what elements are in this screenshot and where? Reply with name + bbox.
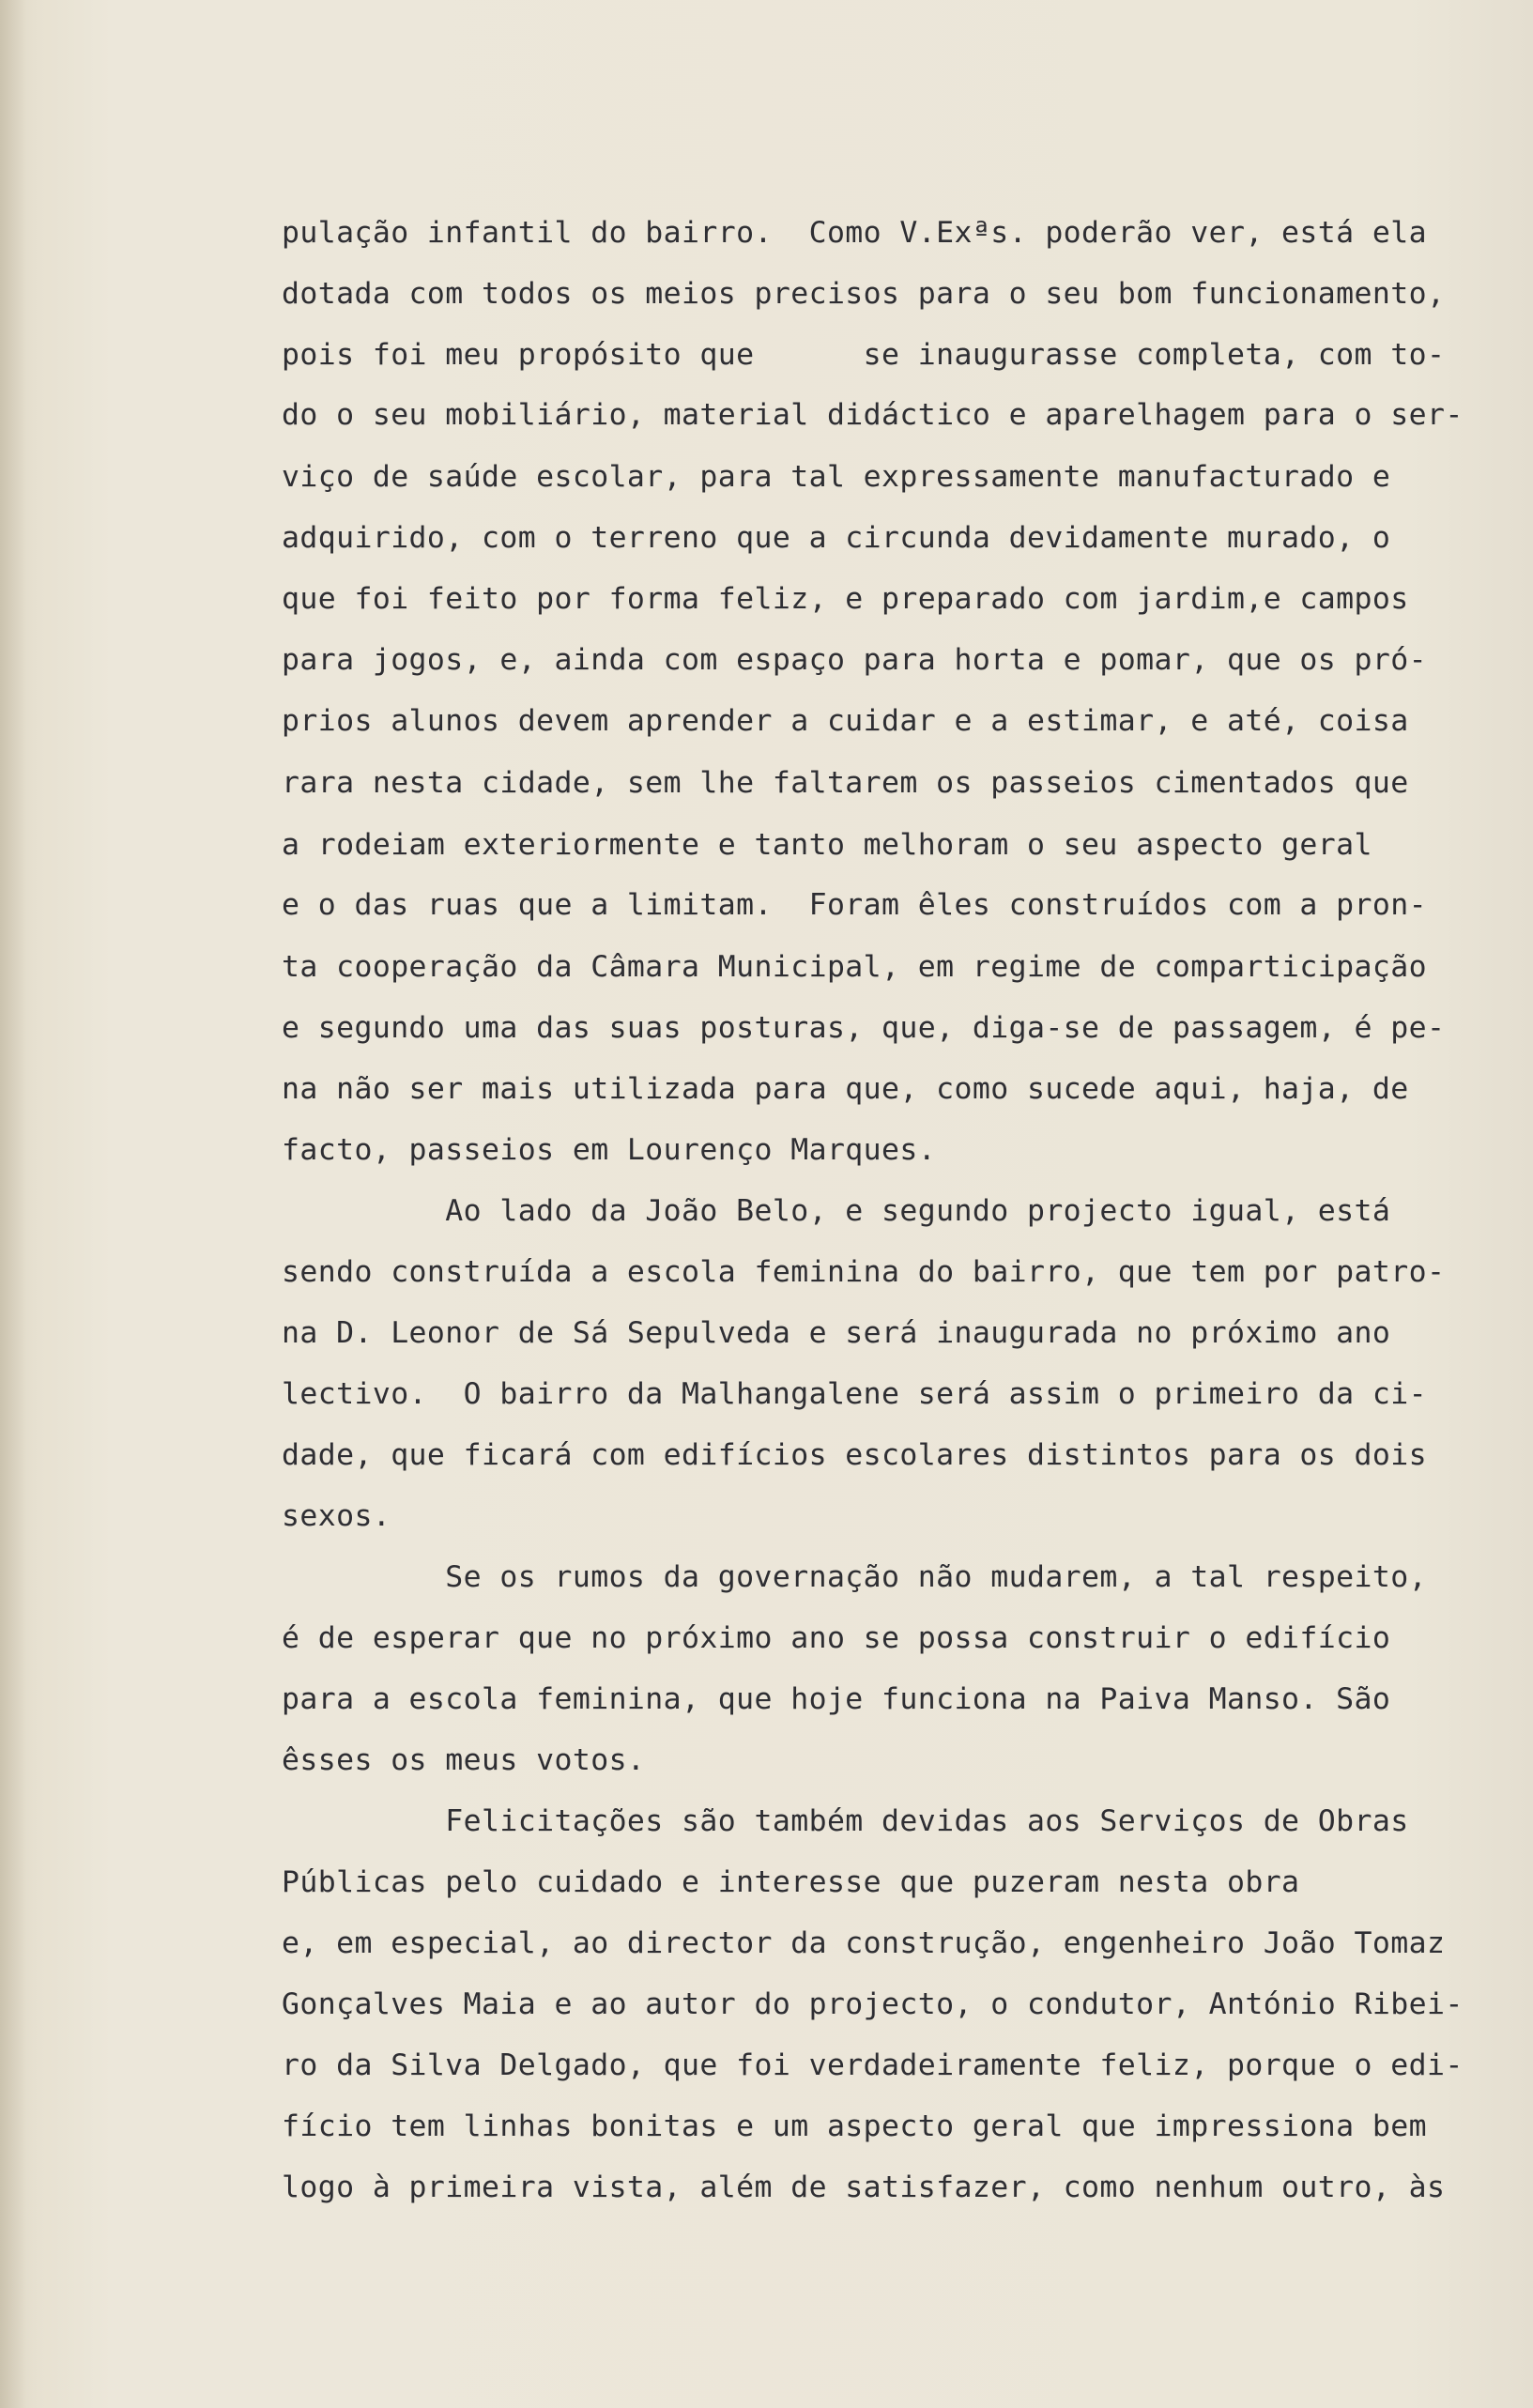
text-line: rara nesta cidade, sem lhe faltarem os passeios cimentados que: [282, 766, 1409, 800]
text-line: na D. Leonor de Sá Sepulveda e será inaugurada no próximo ano: [282, 1316, 1391, 1350]
text-line: pulação infantil do bairro. Como V.Exªs. poderão ver, está ela: [282, 216, 1427, 250]
text-line: ro da Silva Delgado, que foi verdadeiramente feliz, porque o edi-: [282, 2048, 1464, 2082]
text-line: Públicas pelo cuidado e interesse que puzeram nesta obra: [282, 1865, 1300, 1899]
text-line: lectivo. O bairro da Malhangalene será assim o primeiro da ci-: [282, 1377, 1427, 1411]
text-line: Se os rumos da governação não mudarem, a tal respeito,: [282, 1560, 1427, 1594]
text-line: dotada com todos os meios precisos para o seu bom funcionamento,: [282, 277, 1446, 311]
text-line: do o seu mobiliário, material didáctico e aparelhagem para o ser-: [282, 398, 1464, 432]
text-line: Gonçalves Maia e ao autor do projecto, o condutor, António Ribei-: [282, 1987, 1464, 2021]
text-line: ta cooperação da Câmara Municipal, em regime de comparticipação: [282, 950, 1427, 984]
text-line: Ao lado da João Belo, e segundo projecto igual, está: [282, 1194, 1391, 1228]
text-line: e segundo uma das suas posturas, que, diga-se de passagem, é pe-: [282, 1011, 1446, 1045]
text-line: prios alunos devem aprender a cuidar e a estimar, e até, coisa: [282, 704, 1409, 738]
text-line: é de esperar que no próximo ano se possa construir o edifício: [282, 1621, 1391, 1655]
text-line: facto, passeios em Lourenço Marques.: [282, 1133, 937, 1167]
text-line: na não ser mais utilizada para que, como sucede aqui, haja, de: [282, 1072, 1409, 1106]
text-line: êsses os meus votos.: [282, 1743, 646, 1777]
text-line: fício tem linhas bonitas e um aspecto geral que impressiona bem: [282, 2109, 1427, 2143]
text-line: pois foi meu propósito que se inaugurasse completa, com to-: [282, 338, 1446, 372]
page-edge-shadow: [0, 0, 26, 2408]
text-line: sendo construída a escola feminina do bairro, que tem por patro-: [282, 1255, 1446, 1289]
text-line: para jogos, e, ainda com espaço para horta e pomar, que os pró-: [282, 643, 1427, 677]
text-line: dade, que ficará com edifícios escolares distintos para os dois: [282, 1438, 1427, 1472]
text-line: que foi feito por forma feliz, e preparado com jardim,e campos: [282, 582, 1409, 616]
text-line: sexos.: [282, 1499, 391, 1533]
text-line: para a escola feminina, que hoje funciona na Paiva Manso. São: [282, 1682, 1391, 1716]
faint-pencil-mark: [87, 1883, 204, 1932]
text-line: e o das ruas que a limitam. Foram êles construídos com a pron-: [282, 888, 1427, 922]
text-line: viço de saúde escolar, para tal expressamente manufacturado e: [282, 460, 1391, 494]
text-line: a rodeiam exteriormente e tanto melhoram o seu aspecto geral: [282, 828, 1372, 862]
text-line: adquirido, com o terreno que a circunda devidamente murado, o: [282, 521, 1391, 555]
text-line: logo à primeira vista, além de satisfazer, como nenhum outro, às: [282, 2170, 1446, 2204]
text-line: Felicitações são também devidas aos Serviços de Obras: [282, 1804, 1409, 1838]
text-line: e, em especial, ao director da construção, engenheiro João Tomaz: [282, 1926, 1446, 1960]
